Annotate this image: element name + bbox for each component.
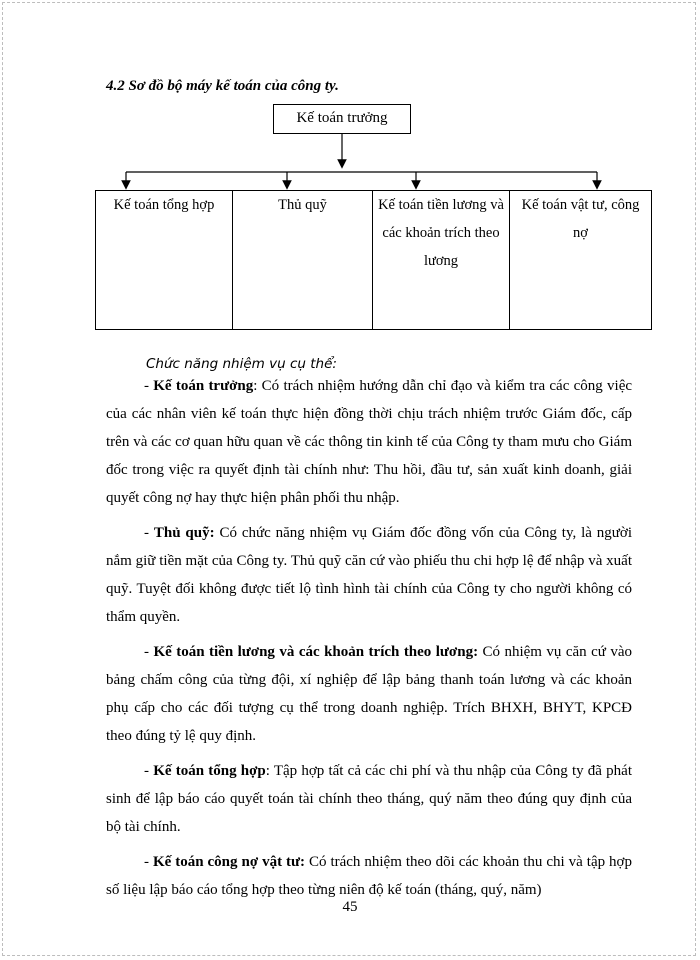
unit-materials-debt-accountant: Kế toán vật tư, công nợ [510, 191, 652, 330]
duty-text: Có trách nhiệm theo dõi các khoản thu chi và tập hợp số liệu lập báo cáo tổng hợp theo từng niên độ kế toán (tháng, quý, năm) [106, 854, 632, 898]
section-heading: 4.2 Sơ đồ bộ máy kế toán của công ty. [106, 78, 339, 94]
duty-term: Kế toán tổng hợp [153, 763, 266, 779]
duty-text: Tập hợp tất cả các chi phí và thu nhập của Công ty đã phát sinh để lập báo cáo quyết toán tài chính theo tháng, quý năm theo đúng quy định của bộ tài chính. [106, 763, 632, 835]
duty-term: Thủ quỹ: [153, 525, 215, 541]
duty-text: Có trách nhiệm hướng dẫn chỉ đạo và kiểm tra các công việc của các nhân viên kế toán thực hiện đồng thời chịu trách nhiệm trước Giám đốc, cấp trên và các cơ quan hữu quan về các thông tin kinh tế của Công ty tham mưu cho Giám đốc trong việc ra quyết định tài chính như: Thu hồi, đầu tư, sản xuất kinh doanh, giải quyết công nợ hay thực hiện phân phối thu nhập. [106, 378, 633, 506]
duty-term: Kế toán trưởng [153, 378, 254, 394]
duty-paragraph: - Kế toán tổng hợp: Tập hợp tất cả các chi phí và thu nhập của Công ty đã phát sinh để lập báo cáo quyết toán tài chính theo tháng, quý năm theo đúng quy định của bộ tài chính. [106, 763, 632, 835]
org-chart-connectors [0, 0, 700, 200]
department-units-table [95, 190, 652, 330]
unit-general-accountant: Kế toán tổng hợp [96, 191, 233, 330]
duty-text: Có chức năng nhiệm vụ Giám đốc đồng vốn của Công ty, là người nắm giữ tiền mặt của Công ty. Thủ quỹ căn cứ vào phiếu thu chi hợp lệ để nhập và xuất quỹ. Tuyệt đối không được tiết lộ tình hình tài chính của Công ty cho người không có thẩm quyền. [106, 525, 632, 625]
page-number: 45 [342, 899, 358, 915]
unit-payroll-accountant: Kế toán tiền lương và các khoản trích theo lương [373, 191, 510, 330]
unit-treasurer: Thủ quỹ [233, 191, 373, 330]
duty-paragraph: - Kế toán trưởng: Có trách nhiệm hướng dẫn chỉ đạo và kiểm tra các công việc của các nhân viên kế toán thực hiện đồng thời chịu trách nhiệm trước Giám đốc, cấp trên và các cơ quan hữu quan về các thông tin kinh tế của Công ty tham mưu cho Giám đốc trong việc ra quyết định tài chính như: Thu hồi, đầu tư, sản xuất kinh doanh, giải quyết công nợ hay thực hiện phân phối thu nhập. [106, 378, 633, 506]
duties-heading: Chức năng nhiệm vụ cụ thể: [146, 356, 337, 372]
duties-body [106, 372, 632, 911]
duty-paragraph: - Thủ quỹ: Có chức năng nhiệm vụ Giám đốc đồng vốn của Công ty, là người nắm giữ tiền mặt của Công ty. Thủ quỹ căn cứ vào phiếu thu chi hợp lệ để nhập và xuất quỹ. Tuyệt đối không được tiết lộ tình hình tài chính của Công ty cho người không có thẩm quyền. [106, 525, 632, 625]
duty-text: Có nhiệm vụ căn cứ vào bảng chấm công của từng đội, xí nghiệp để lập bảng thanh toán lương và các khoản phụ cấp cho các đối tượng cụ thể trong doanh nghiệp. Trích BHXH, BHYT, KPCĐ theo đúng tỷ lệ quy định. [106, 644, 633, 744]
duty-term: Kế toán công nợ vật tư: [152, 854, 306, 870]
duty-term: Kế toán tiền lương và các khoản trích theo lương: [153, 644, 479, 660]
chief-accountant-box: Kế toán trưởng [273, 104, 411, 134]
duty-paragraph: - Kế toán công nợ vật tư: Có trách nhiệm theo dõi các khoản thu chi và tập hợp số liệu lập báo cáo tổng hợp theo từng niên độ kế toán (tháng, quý, năm) [106, 854, 632, 898]
duty-paragraph: - Kế toán tiền lương và các khoản trích theo lương: Có nhiệm vụ căn cứ vào bảng chấm công của từng đội, xí nghiệp để lập bảng thanh toán lương và các khoản phụ cấp cho các đối tượng cụ thể trong doanh nghiệp. Trích BHXH, BHYT, KPCĐ theo đúng tỷ lệ quy định. [106, 644, 633, 744]
